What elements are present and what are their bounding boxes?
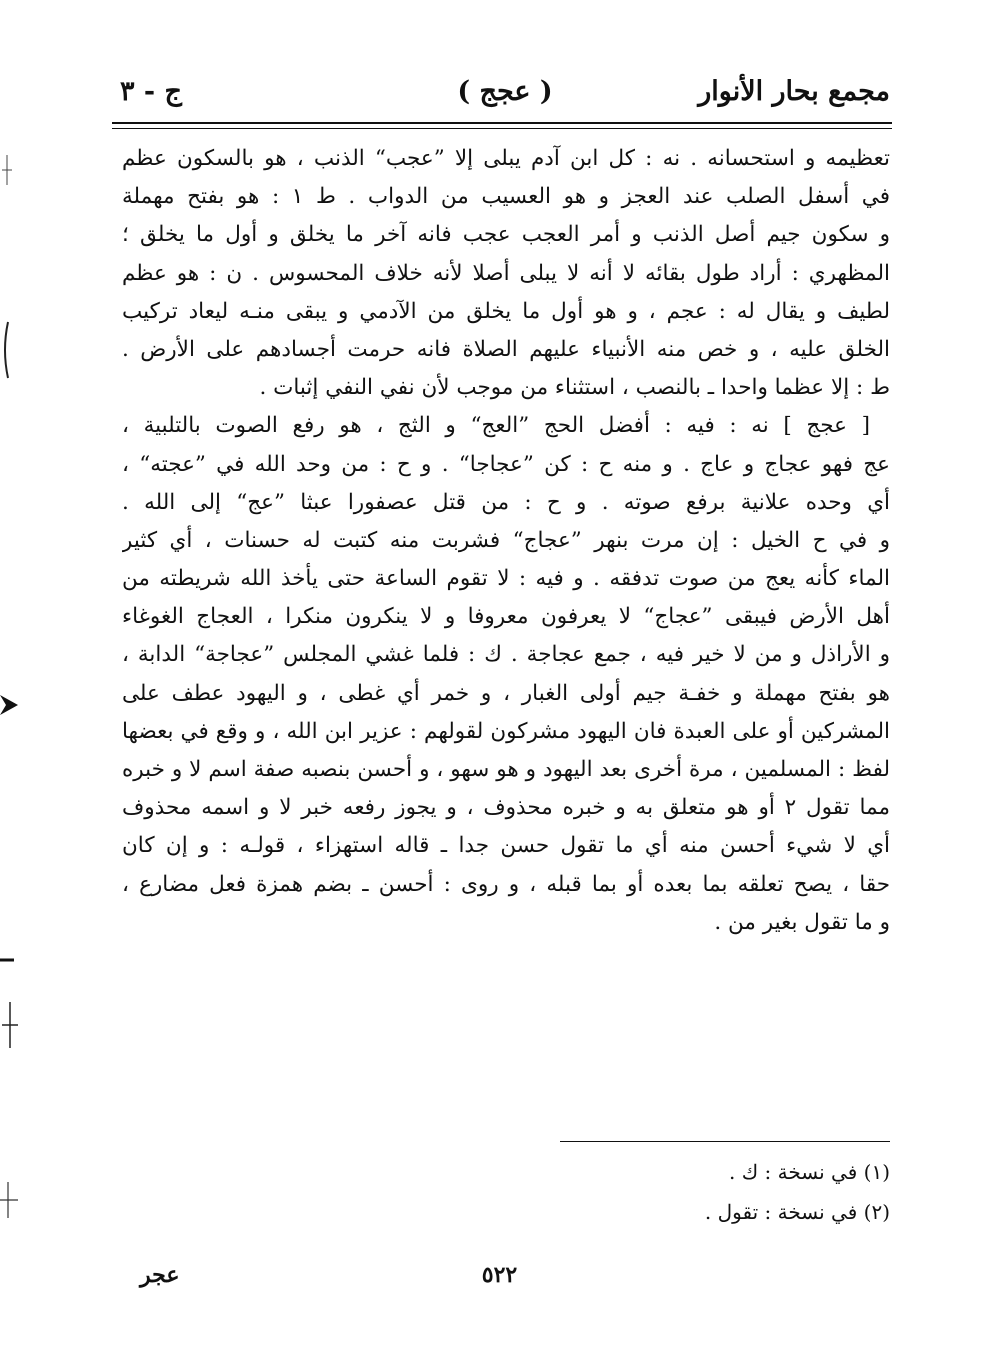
book-title: مجمع بحار الأنوار: [698, 76, 890, 107]
volume-number: ج - ٣: [120, 76, 182, 107]
text-line: ط : إلا عظما واحدا ـ بالنصب ، استثناء من موجب لأن نفي النفي إثبات .: [259, 375, 890, 401]
text-line: عج فهو عجاج و عاج . و منه ح : كن ”عجاجا“ . و ح : من وحد الله في ”عجته“ ،: [122, 451, 890, 477]
scan-mark-icon: [0, 1180, 20, 1220]
footnote-1: (١) في نسخة : ك .: [728, 1160, 890, 1184]
text-line: حقا ، يصح تعلقه بما بعده أو بما قبله ، و روى : أحسن ـ بضم همزة فعل مضارع ،: [122, 871, 890, 897]
text-line: و ما تقول بغير من .: [714, 909, 890, 935]
entry-word: ( عجج ): [457, 76, 553, 107]
scan-mark-icon: [0, 320, 14, 380]
text-line: لطيف و يقال له : عجم ، و هو أول ما يخلق من الآدمي و يبقى منـه ليعاد تركيب: [122, 298, 890, 324]
text-line: في أسفل الصلب عند العجز و هو العسيب من الدواب . ط ١ : هو بفتح مهملة: [122, 184, 890, 210]
text-line: هو بفتح مهملة و خفـة جيم أولى الغبار ، و خمر أي غطى ، و اليهود عطف على: [122, 680, 890, 706]
catchword: عجر: [140, 1262, 180, 1288]
footnotes: [490, 1152, 890, 1232]
text-line: و في ح الخيل : إن مرت بنهر ”عجاج“ فشربت منه كتبت له حسنات ، أي كثير: [122, 527, 890, 553]
text-line-entry-start: [ عجج ] نه : فيه : أفضل الحج ”العج“ و الثج ، هو رفع الصوت بالتلبية ،: [122, 413, 870, 439]
header-rule-thin: [112, 128, 892, 129]
text-line: و الأراذل و من لا خير فيه ، جمع عجاجة . ك : فلما غشي المجلس ”عجاجة“ الدابة ،: [122, 642, 890, 668]
text-line: المشركين أو على العبدة فان اليهود مشركون لقولهم : عزير ابن الله ، و وقع في بعضها: [122, 718, 890, 744]
scan-mark-icon: [0, 690, 20, 720]
text-line: لفظ : المسلمين ، مرة أخرى بعد اليهود و هو سهو ، و أحسن بنصبه صفة اسم لا و خبره: [122, 757, 890, 782]
text-line: و سكون جيم أصل الذنب و أمر العجب عجب فانه آخر ما يخلق و أول ما يخلق ؛: [122, 222, 890, 248]
footnote-2: (٢) في نسخة : تقول .: [704, 1200, 890, 1224]
text-line: الخلق عليه ، و خص منه الأنبياء عليهم الصلاة فانه حرمت أجسادهم على الأرض .: [122, 336, 890, 362]
text-line: أي لا شيء أحسن منه أي ما تقول حسن جدا ـ قاله استهزاء ، قولـه : و إن كان: [122, 833, 890, 859]
text-line: تعظيمه و استحسانه . نه : كل ابن آدم يبلى إلا ”عجب“ الذنب ، هو بالسكون عظم: [122, 146, 890, 171]
text-line: الماء كأنه يعج من صوت تدفقه . و فيه : لا تقوم الساعة حتى يأخذ الله شريطته من: [122, 566, 890, 592]
text-line: المظهري : أراد طول بقائه لا أنه لا يبلى أصلا لأنه خلاف المحسوس . ن : هو عظم: [122, 260, 890, 286]
main-text: [122, 140, 890, 942]
text-line: مما تقول ٢ أو هو متعلق به و خبره محذوف ، و يجوز رفعه خبر لا و اسمه محذوف: [122, 795, 890, 821]
footnote-rule: [560, 1141, 890, 1142]
header-rule-thick: [112, 122, 892, 124]
page-number: ٥٢٢: [481, 1262, 518, 1288]
scan-mark-icon: [0, 1000, 20, 1050]
scan-mark-icon: [0, 950, 14, 970]
running-header: [120, 70, 890, 118]
text-line: أي وحده علانية برفع صوته . و ح : من قتل عصفورا عبثا ”عج“ إلى الله .: [122, 489, 890, 515]
scan-mark-icon: [0, 150, 14, 190]
text-line: أهل الأرض فيبقى ”عجاج“ لا يعرفون معروفا و لا ينكرون منكرا ، العجاج الغوغاء: [122, 604, 890, 630]
